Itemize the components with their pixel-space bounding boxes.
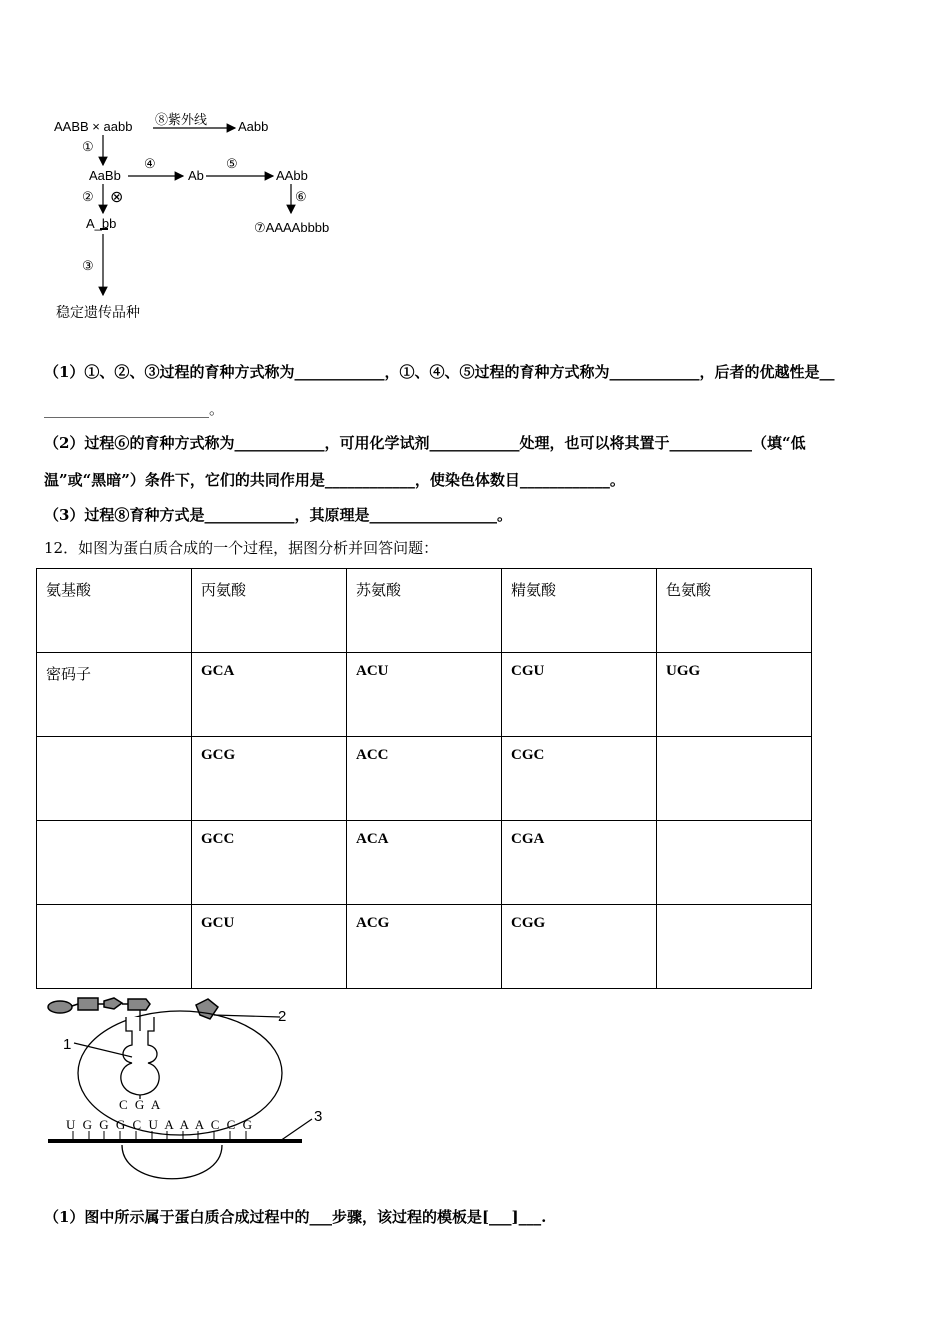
- q11-line3: （2）过程⑥的育种方式称为____________，可用化学试剂____________处理，也可以将其置于___________（填“低: [44, 434, 806, 452]
- step8-uv-label: ⑧紫外线: [155, 112, 208, 127]
- step4-label: ④: [144, 156, 156, 171]
- table-cell: CGA: [502, 821, 657, 905]
- table-cell: GCG: [192, 737, 347, 821]
- mutant-genotype: Aabb: [238, 119, 269, 134]
- step1-label: ①: [82, 139, 94, 154]
- breeding-diagram-arrows: [40, 100, 360, 330]
- codon-table: [36, 568, 812, 989]
- doubled-genotype: AAbb: [276, 168, 308, 183]
- label-3: 3: [314, 1108, 323, 1125]
- table-cell: [657, 821, 812, 905]
- table-cell: ACA: [347, 821, 502, 905]
- q11-line4: 温”或“黑暗”）条件下，它们的共同作用是____________，使染色体数目____________。: [44, 471, 625, 489]
- step3-label: ③: [82, 258, 94, 273]
- table-cell: 密码子: [37, 653, 192, 737]
- selfing-icon: ⊗: [110, 189, 124, 206]
- ribosome-diagram: [40, 995, 340, 1185]
- table-cell: UGG: [657, 653, 812, 737]
- table-cell: ACG: [347, 905, 502, 989]
- label-1: 1: [63, 1036, 72, 1053]
- table-cell: CGU: [502, 653, 657, 737]
- table-cell: [37, 905, 192, 989]
- f1-genotype: AaBb: [89, 168, 121, 183]
- table-cell: [657, 737, 812, 821]
- label-2: 2: [278, 1008, 287, 1025]
- table-row: [37, 905, 812, 989]
- q11-line5: （3）过程⑧育种方式是____________，其原理是_________________。: [44, 506, 512, 524]
- table-cell: 苏氨酸: [347, 569, 502, 653]
- table-cell: 色氨酸: [657, 569, 812, 653]
- table-row: [37, 821, 812, 905]
- table-cell: 丙氨酸: [192, 569, 347, 653]
- parents-cross: AABB × aabb: [54, 119, 133, 134]
- step6-label: ⑥: [295, 189, 307, 204]
- table-cell: [657, 905, 812, 989]
- table-cell: GCU: [192, 905, 347, 989]
- q12-intro: 12．如图为蛋白质合成的一个过程，据图分析并回答问题：: [44, 539, 439, 557]
- polyploid-genotype: ⑦AAAAbbbb: [254, 220, 330, 235]
- table-cell: [37, 737, 192, 821]
- table-cell: ACU: [347, 653, 502, 737]
- table-cell: [37, 821, 192, 905]
- table-cell: ACC: [347, 737, 502, 821]
- q12-question1: （1）图中所示属于蛋白质合成过程中的___步骤，该过程的模板是[___]___.: [44, 1208, 547, 1226]
- f2-genotype: A_bb: [86, 216, 117, 231]
- q11-line2: ______________________。: [44, 400, 225, 418]
- stable-variety-label: 稳定遗传品种: [56, 304, 140, 320]
- table-cell: GCA: [192, 653, 347, 737]
- table-cell: 精氨酸: [502, 569, 657, 653]
- table-row: [37, 653, 812, 737]
- table-cell: 氨基酸: [37, 569, 192, 653]
- table-cell: CGG: [502, 905, 657, 989]
- anticodon-label: C G A: [119, 1097, 163, 1112]
- haploid-genotype: Ab: [188, 168, 204, 183]
- table-row: [37, 569, 812, 653]
- mrna-sequence: U G G G C U A A A C C G: [66, 1117, 254, 1132]
- step5-label: ⑤: [226, 156, 238, 171]
- step2-label: ②: [82, 189, 94, 204]
- table-cell: CGC: [502, 737, 657, 821]
- table-cell: GCC: [192, 821, 347, 905]
- table-row: [37, 737, 812, 821]
- q11-line1: （1）①、②、③过程的育种方式称为____________，①、④、⑤过程的育种方式称为____________，后者的优越性是__: [44, 363, 835, 381]
